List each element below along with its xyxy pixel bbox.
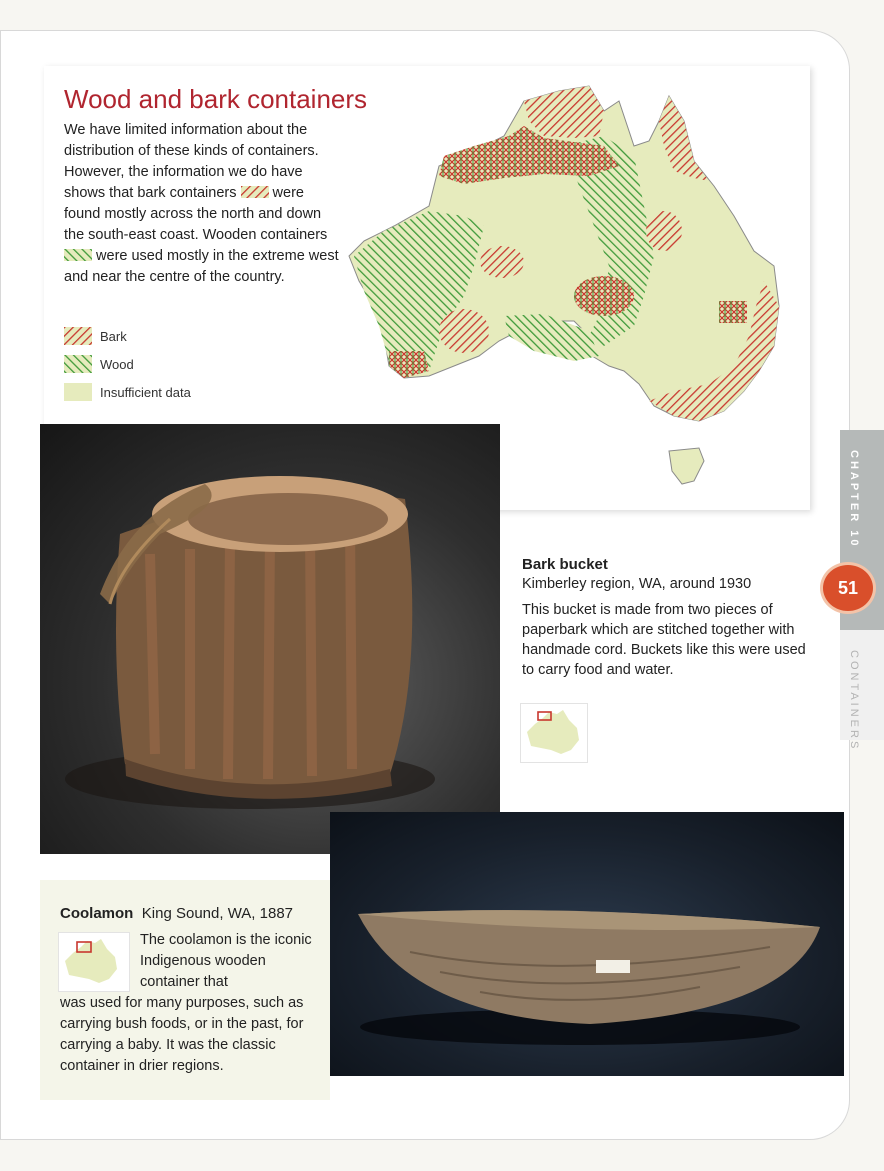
coolamon-subtitle: King Sound, WA, 1887 [141,905,294,922]
bark-bucket-photo [40,424,500,854]
australia-locator-icon [521,704,587,762]
coolamon-heading [60,905,293,923]
legend-item-wood [64,350,191,378]
australia-locator-icon [59,933,129,991]
legend-label: Insufficient data [100,384,191,400]
coolamon-description-1: The coolamon is the iconic Indigenous wooden container that [140,932,312,990]
intro-text-3: were used mostly in the extreme west and near the centre of the country. [64,248,339,285]
chapter-label: CHAPTER 10 [848,450,860,549]
page-title: Wood and bark containers [64,84,368,114]
bark-bucket-caption [522,556,812,680]
bark-region-central [480,246,524,278]
bark-region-central-east [646,211,682,251]
map-legend [64,322,191,406]
mixed-region-centre [574,276,634,316]
legend-label: Wood [100,356,134,372]
section-label: CONTAINERS [848,650,860,752]
legend-item-insufficient-data [64,378,191,406]
mixed-region-east [719,301,747,323]
wood-pattern-icon [64,355,92,373]
legend-item-bark [64,322,191,350]
bark-bucket-title: Bark bucket [522,556,608,573]
bark-bucket-subtitle: Kimberley region, WA, around 1930 [522,576,752,592]
tasmania [669,448,704,484]
bark-bucket-illustration [40,424,500,854]
coolamon-locator-map [58,932,130,992]
coolamon-description-2: was used for many purposes, such as carrying bush foods, or in the past, for carrying a baby. It was the classic container in drier regions. [60,995,304,1074]
insufficient-data-icon [64,383,92,401]
coolamon-photo [330,812,844,1076]
coolamon-illustration [330,812,844,1076]
wood-pattern-icon [64,249,92,261]
bark-pattern-icon [241,186,269,198]
bark-bucket-description: This bucket is made from two pieces of paperbark which are stitched together with handmade cord. Buckets like this were used to carry food and water. [522,602,806,678]
coolamon-title: Coolamon [60,905,134,922]
bark-bucket-locator-map [520,703,588,763]
section-tab [840,630,884,740]
bark-pattern-icon [64,327,92,345]
intro-text-2: were found mostly across the north and down the south-east coast. Wooden containers [64,185,328,243]
intro-text-1: We have limited information about the distribution of these kinds of containers. However, the information we do have shows that bark containers [64,122,319,201]
page-number-badge: 51 [820,562,876,614]
bark-region-south [439,309,489,353]
legend-label: Bark [100,328,127,344]
intro-paragraph [64,120,340,288]
